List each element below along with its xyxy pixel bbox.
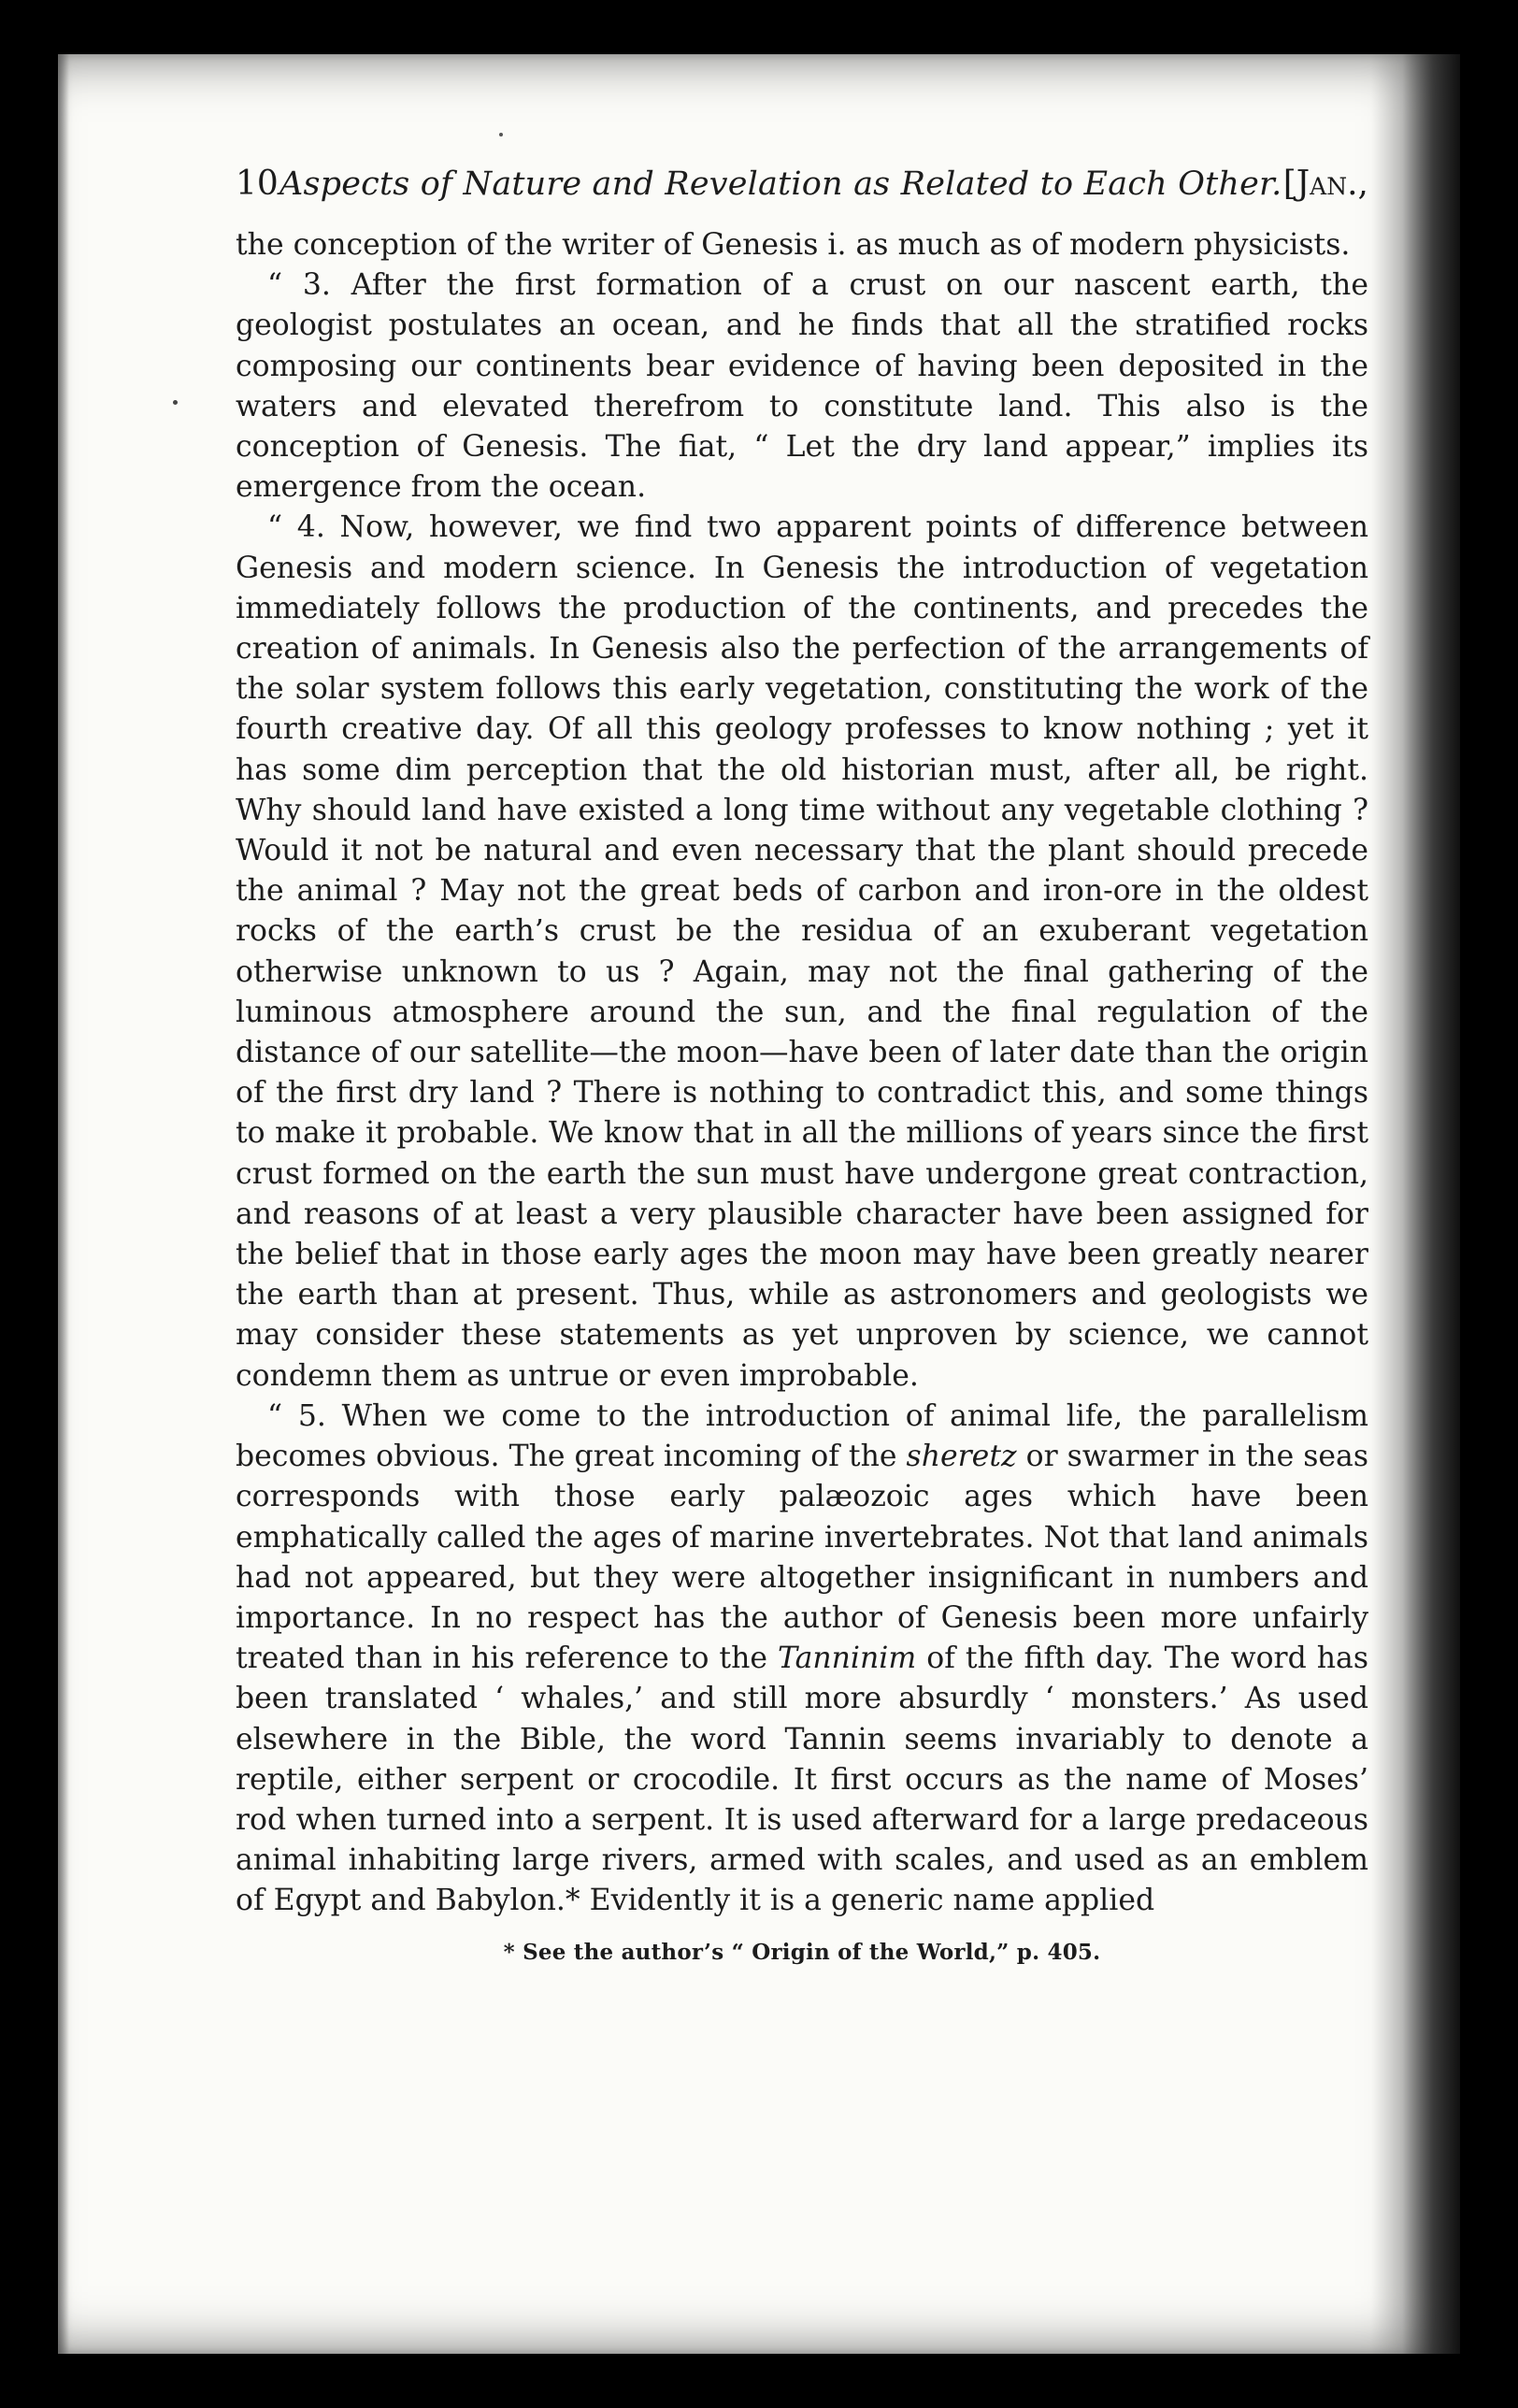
paragraph-4: “ 4. Now, however, we find two apparent points of difference between Genesis and modern science. In Genesis the introduction of vegetation immediately follows the production of the continents, and precedes the creation of animals. In Genesis also the perfection of the arrangements of the solar system follows this early vegetation, constituting the work of the fourth creative day. Of all this geology professes to know nothing ; yet it has some dim perception that the old historian must, after all, be right. Why should land have existed a long time without any vegetable clothing ? Would it not be natural and even necessary that the plant should precede the animal ? May not the great beds of carbon and iron-ore in the oldest rocks of the earth’s crust be the residua of an exuberant vegetation otherwise unknown to us ? Again, may not the final gathering of the luminous atmosphere around the sun, and the final regulation of the distance of our satellite—the moon—have been of later date than the origin of the first dry land ? There is nothing to contradict this, and some things to make it probable. We know that in all the millions of years since the first crust formed on the earth the sun must have undergone great contraction, and reasons of at least a very plausible character have been assigned for the belief that in those early ages the moon may have been greatly nearer the earth than at present. Thus, while as astronomers and geologists we may consider these statements as yet unproven by science, we cannot condemn them as untrue or even improbable. [236,510,1368,1393]
page-number: 10 [236,165,279,203]
page-content [236,162,1368,1967]
stray-dot [499,133,503,136]
footnote: * See the author’s “ Origin of the World,” p. 405. [503,1939,1101,1965]
term-tanninim: Tanninim [778,1641,917,1676]
running-date: [Jan., [1282,165,1368,203]
paragraph-continuation: the conception of the writer of Genesis i. as much as of modern physicists. [236,228,1351,262]
body-text [236,225,1368,1922]
book-page [58,54,1460,2354]
page-gutter-shadow [58,54,69,2354]
term-sheretz: sheretz [906,1440,1017,1474]
running-head [236,162,1368,218]
paragraph-5 [236,1397,1368,1922]
page-edge-shadow [1371,54,1460,2354]
running-title: Aspects of Nature and Revelation as Related to Each Other. [279,165,1282,203]
paragraph-3: “ 3. After the first formation of a crust on our nascent earth, the geologist postulates an ocean, and he finds that all the stratified rocks composing our continents bear evidence of having been deposited in the waters and elevated therefrom to constitute land. This also is the conception of Genesis. The fiat, “ Let the dry land appear,” implies its emergence from the ocean. [236,268,1368,505]
paragraph-5-text: or swarmer in the seas corresponds with those early palæozoic ages which have been emphatically called the ages of marine invertebrates. Not that land animals had not appeared, but they were altogether insignificant in numbers and importance. In no respect has the author of Genesis been more unfairly treated than in his reference to the [236,1440,1368,1676]
paragraph-5-text: “ 5. When we come to the introduction of animal life, the parallelism becomes obvious. The great incoming of the [236,1398,1368,1474]
stray-mark [173,400,178,405]
paragraph-5-text: of the fifth day. The word has been translated ‘ whales,’ and still more absurdly ‘ monsters.’ As used elsewhere in the Bible, the word Tannin seems invariably to denote a reptile, either serpent or crocodile. It first occurs as the name of Moses’ rod when turned into a serpent. It is used afterward for a large predaceous animal inhabiting large rivers, armed with scales, and used as an emblem of Egypt and Babylon.* Evidently it is a generic name applied [236,1641,1368,1918]
